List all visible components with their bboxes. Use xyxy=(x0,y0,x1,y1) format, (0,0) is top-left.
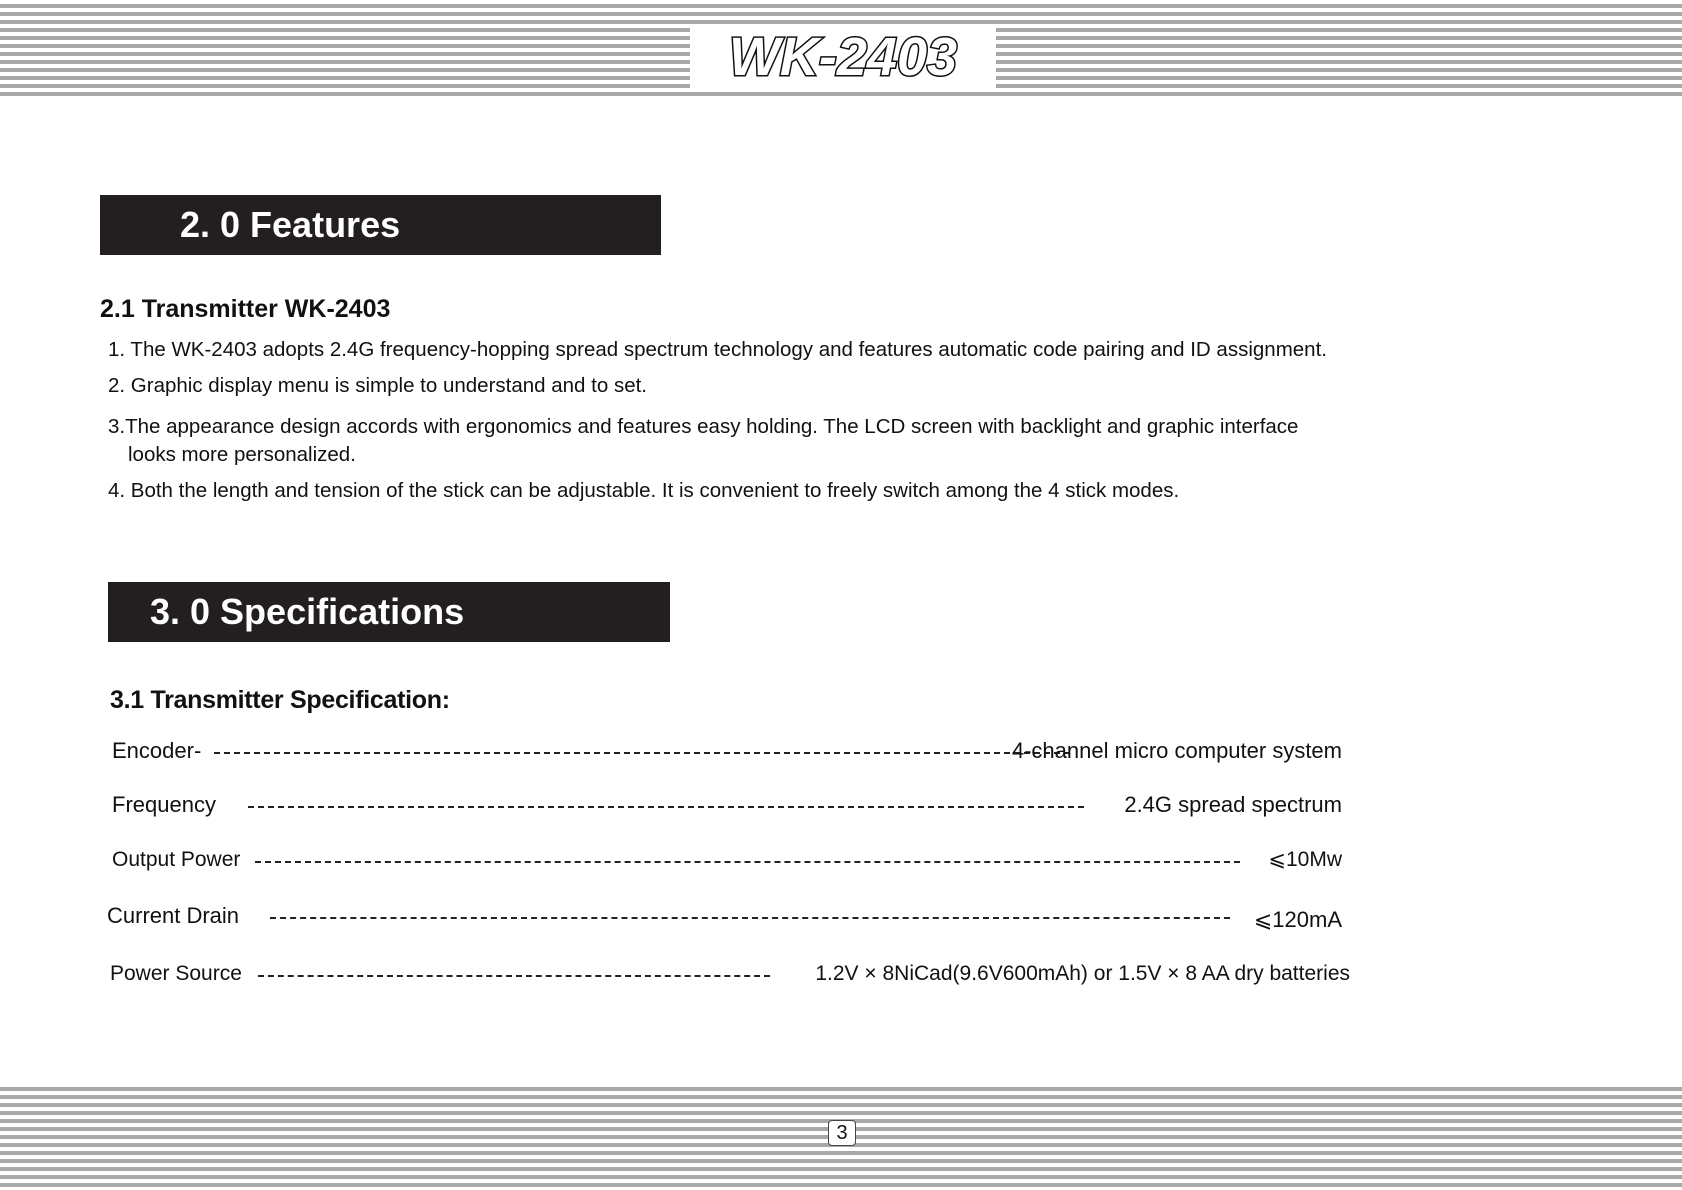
leader-dots xyxy=(214,752,1070,754)
spec-label: Current Drain xyxy=(107,903,240,928)
spec-value: 2.4G spread spectrum xyxy=(1124,792,1342,817)
spec-label: Encoder- xyxy=(112,738,202,763)
page-number xyxy=(828,1120,856,1146)
logo-wordmark xyxy=(693,27,993,87)
leader-dots xyxy=(255,861,1240,863)
leader-dots xyxy=(248,806,1084,808)
features-section-title-text: 2. 0 Features xyxy=(180,204,401,245)
features-section-title xyxy=(100,195,661,255)
logo-text: WK-2403 xyxy=(728,27,958,87)
feature-item: 4. Both the length and tension of the stick can be adjustable. It is convenient to freely switch among the 4 stick modes. xyxy=(108,479,1180,502)
spec-row-current-drain xyxy=(107,901,1342,931)
spec-row-frequency xyxy=(112,790,1342,820)
spec-label: Power Source xyxy=(110,962,242,985)
spec-label: Frequency xyxy=(112,792,216,817)
spec-row-power-source xyxy=(110,959,1350,989)
spec-label: Output Power xyxy=(112,848,241,871)
spec-value: 1.2V × 8NiCad(9.6V600mAh) or 1.5V × 8 AA dry batteries xyxy=(815,962,1350,985)
features-subsection-title: 2.1 Transmitter WK-2403 xyxy=(100,295,391,323)
leader-dots xyxy=(258,975,770,977)
spec-row-encoder xyxy=(112,736,1342,766)
feature-item: 3.The appearance design accords with ergonomics and features easy holding. The LCD screen with backlight and graphic interface xyxy=(108,415,1299,438)
specifications-section-title xyxy=(108,582,670,642)
spec-value: ⩽10Mw xyxy=(1268,848,1342,871)
feature-item-continuation: looks more personalized. xyxy=(128,443,356,466)
spec-value: ⩽120mA xyxy=(1253,907,1342,932)
spec-row-output-power xyxy=(112,845,1342,875)
leader-dots xyxy=(270,917,1230,919)
logo xyxy=(690,26,996,88)
page-number-text: 3 xyxy=(836,1121,848,1144)
feature-item: 2. Graphic display menu is simple to understand and to set. xyxy=(108,374,647,397)
spec-value: 4-channel micro computer system xyxy=(1011,738,1342,763)
feature-item: 1. The WK-2403 adopts 2.4G frequency-hopping spread spectrum technology and features automatic code pairing and ID assignment. xyxy=(108,338,1327,361)
specifications-section-title-text: 3. 0 Specifications xyxy=(150,591,465,632)
specifications-subsection-title: 3.1 Transmitter Specification: xyxy=(110,686,450,714)
